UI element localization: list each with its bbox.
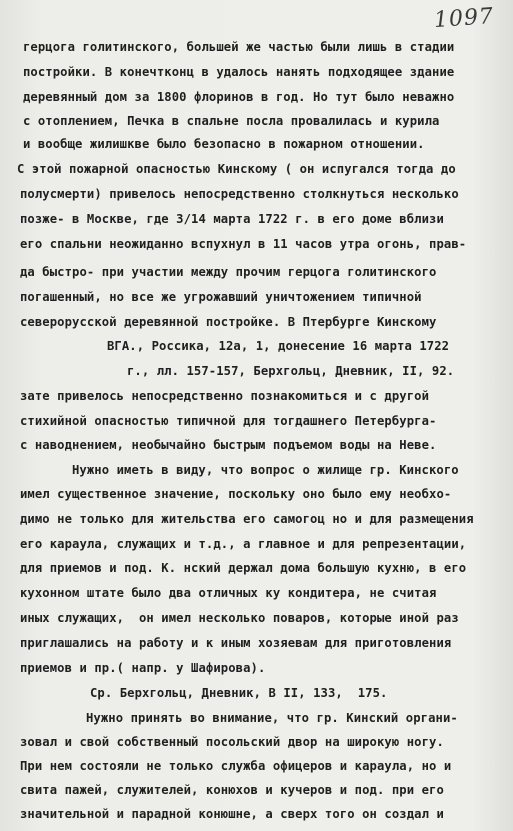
- text-line: зате привелось непосредственно познакомиться и с другой: [20, 389, 430, 403]
- source-reference: Ср. Берхгольц, Дневник, В II, 133, 175.: [90, 686, 388, 700]
- page-number: 1097: [433, 3, 495, 34]
- text-line: полусмерти) привелось непосредственно столкнуться несколько: [20, 187, 459, 201]
- text-line: с наводнением, необычайно быстрым подъемом воды на Неве.: [20, 438, 437, 452]
- text-line: свита пажей, служителей, конюхов и кучеров и под. при его: [20, 783, 444, 797]
- text-line: димо не только для жительства его самогоц но и для размещения: [20, 512, 474, 526]
- text-line: с отоплением, Печка в спальне посла провалилась и курила: [23, 114, 440, 128]
- text-line: для приемов и под. К. нский держал дома большую кухню, в его: [20, 561, 467, 575]
- text-line: С этой пожарной опасностью Кинскому ( он испугался тогда до: [17, 162, 456, 176]
- text-line: погашенный, но все же угрожавший уничтожением типичной: [20, 290, 422, 304]
- text-line: его караула, служащих и т.д., а главное и для репрезентации,: [20, 537, 467, 551]
- text-line: постройки. В конечтконц в удалось нанять подходящее здание: [23, 65, 455, 79]
- text-line: иных служащих, он имел несколько поваров, которые иной раз: [20, 611, 459, 625]
- text-line: При нем состояли не только служба офицеров и караула, но и: [20, 759, 452, 773]
- text-line: стихийной опасностью типичной для тогдашнего Петербурга-: [20, 414, 437, 428]
- paragraph-first-line: Нужно принять во внимание, что гр. Кинский органи-: [86, 711, 458, 725]
- text-line: деревянный дом за 1800 флоринов в год. Но тут было неважно: [23, 90, 455, 104]
- text-line: да быстро- при участии между прочим герцога голитинского: [20, 265, 437, 279]
- text-line: северорусской деревянной постройке. В Птербурге Кинскому: [20, 315, 437, 329]
- text-line: его спальни неожиданно вспухнул в 11 часов утра огонь, прав-: [20, 237, 467, 251]
- text-line: значительной и парадной конюшне, а сверх того он создал и: [20, 807, 444, 821]
- text-line: зовал и свой собственный посольский двор на широкую ногу.: [20, 735, 444, 749]
- text-line: приглашались на работу и к иным хозяевам для приготовления: [20, 636, 452, 650]
- text-line: кухонном штате было два отличных ку кондитера, не считая: [20, 586, 437, 600]
- text-line: имел существенное значение, поскольку оно было ему необхо-: [20, 487, 452, 501]
- text-line: герцога голитинского, большей же частью были лишь в стадии: [23, 40, 455, 54]
- text-line: и вообще жилишкве было безопасно в пожарном отношении.: [23, 137, 425, 151]
- paragraph-first-line: Нужно иметь в виду, что вопрос о жилище гр. Кинского: [72, 463, 459, 477]
- text-line: приемов и пр.( напр. у Шафирова).: [20, 661, 266, 675]
- source-reference: ВГА., Россика, 12а, 1, донесение 16 марта 1722: [107, 339, 450, 353]
- source-reference: г., лл. 157-157, Берхгольц, Дневник, II, 92.: [127, 364, 455, 378]
- text-line: позже- в Москве, где 3/14 марта 1722 г. в его доме вблизи: [20, 212, 444, 226]
